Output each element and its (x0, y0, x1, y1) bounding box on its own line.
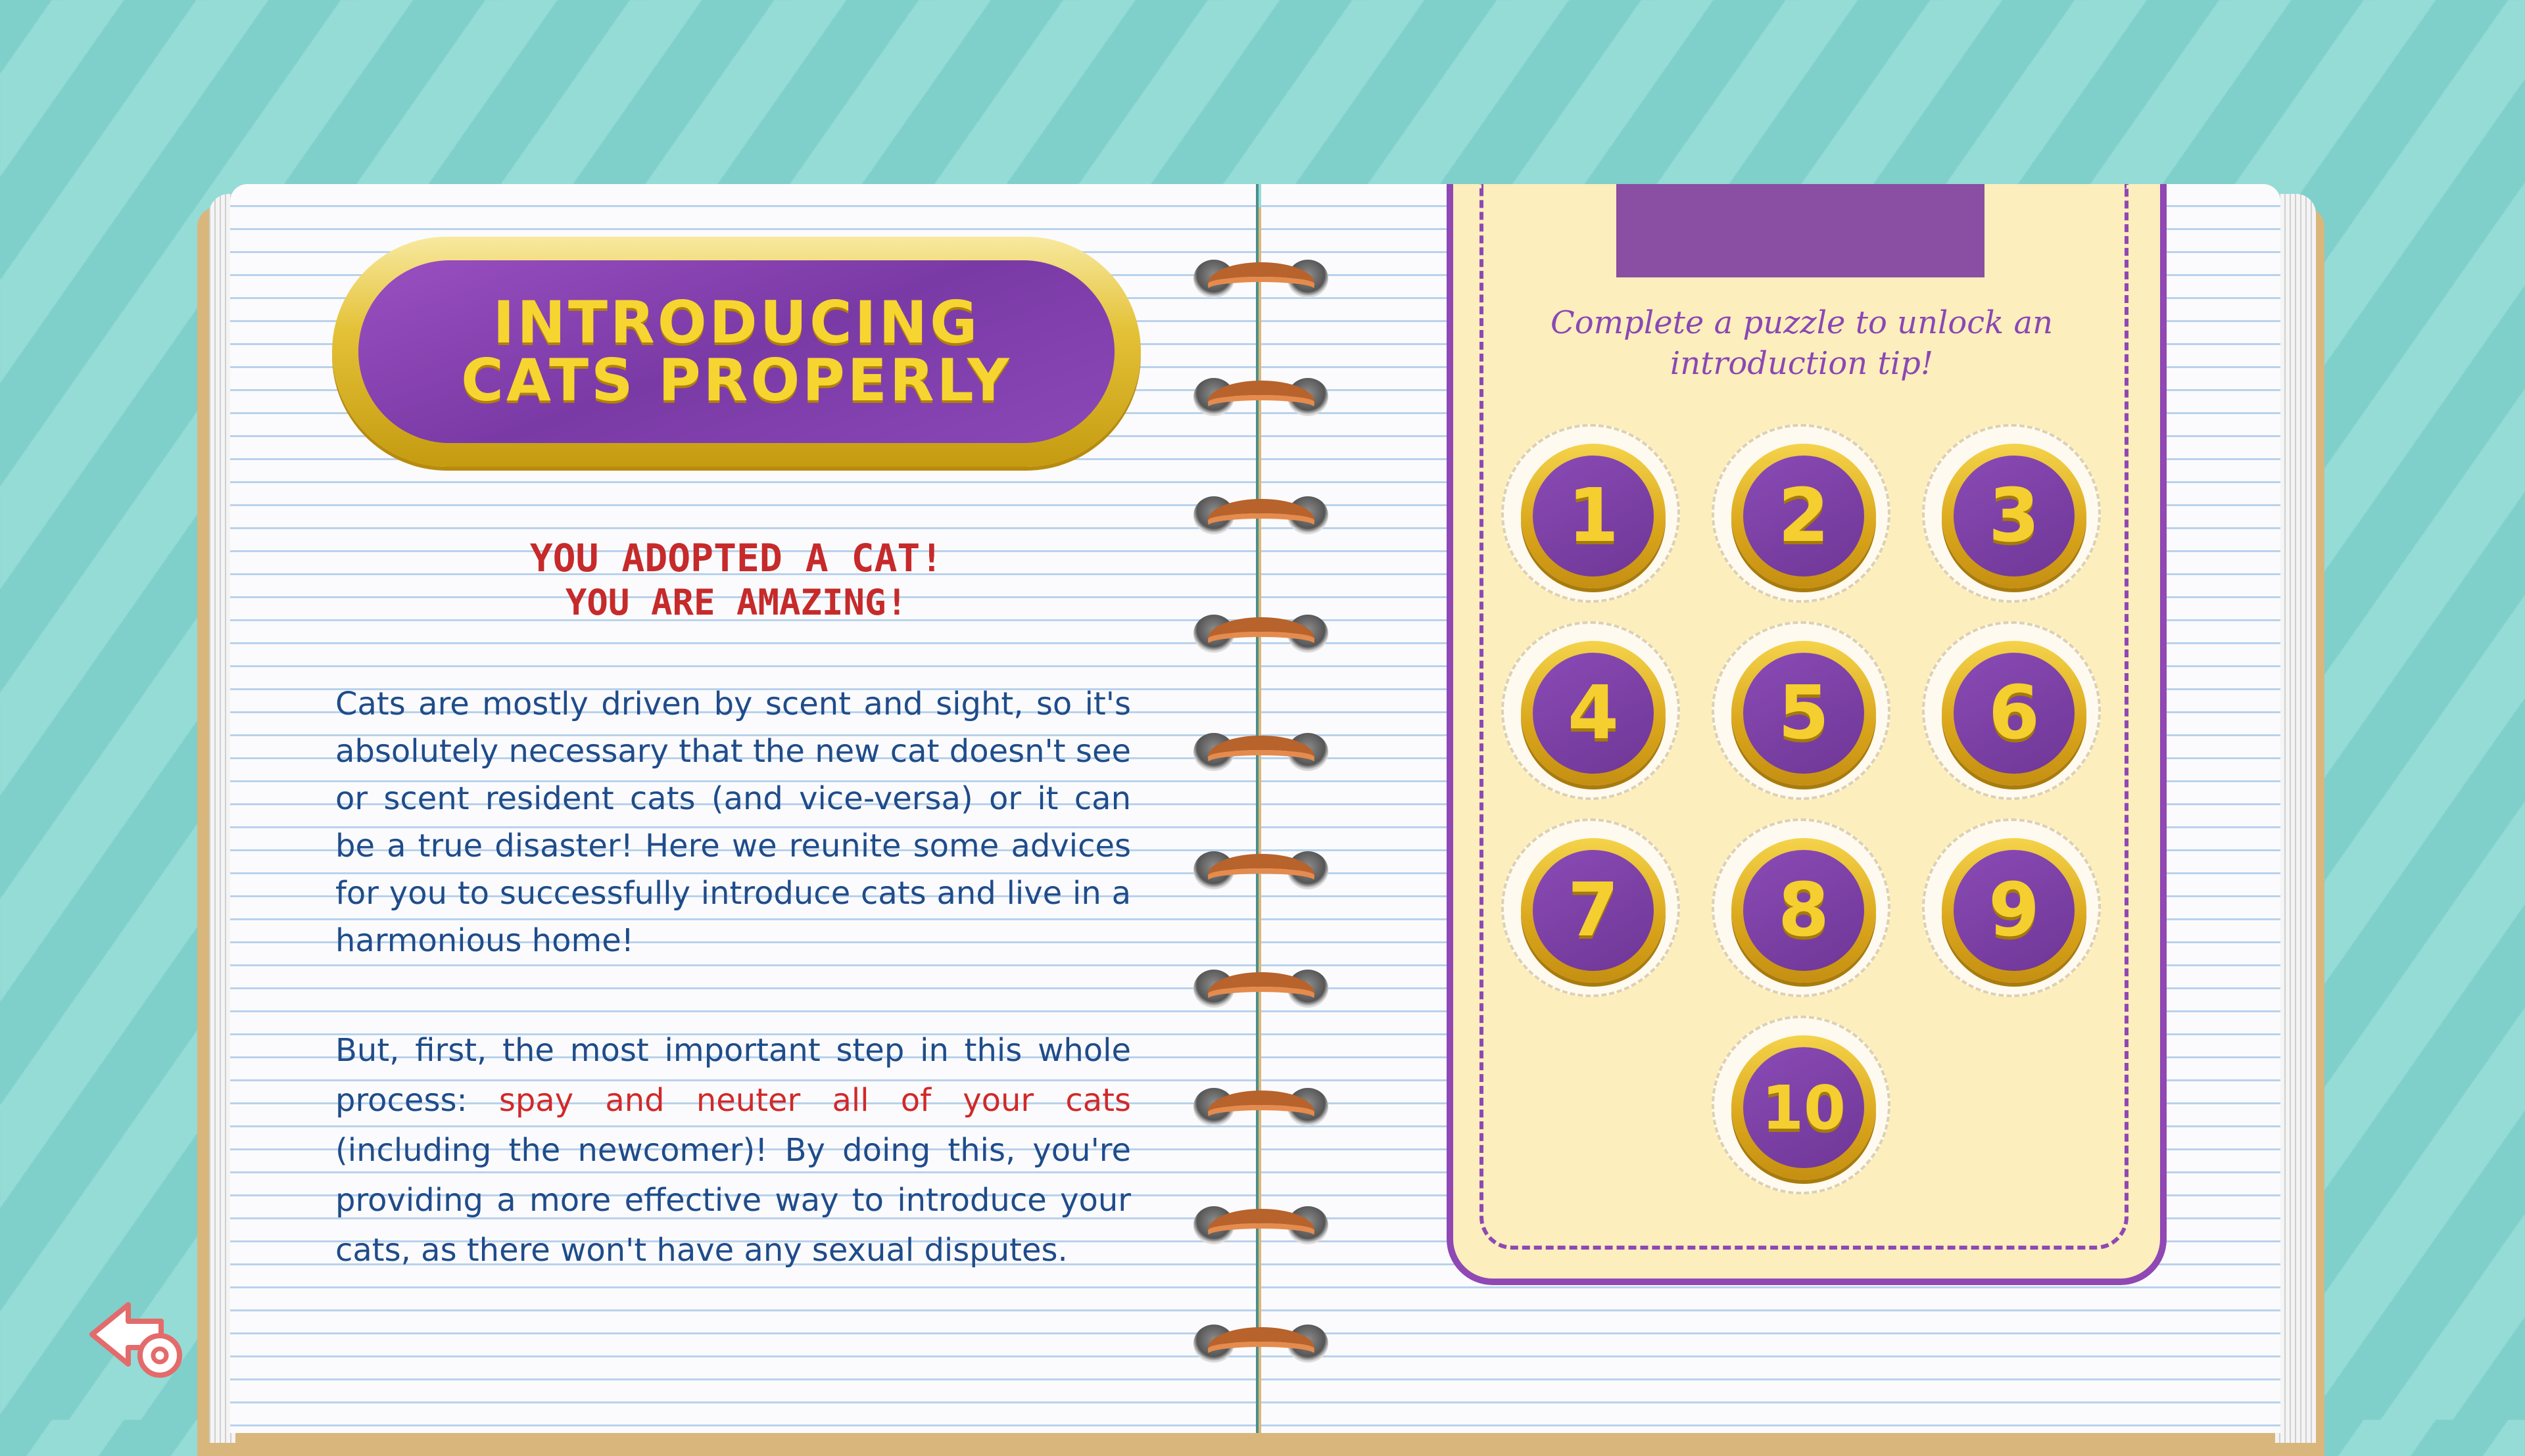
puzzle-coin (1521, 838, 1666, 983)
puzzle-number: 4 (1533, 653, 1654, 774)
puzzle-button-9[interactable] (1922, 818, 2101, 997)
puzzle-button-2[interactable] (1712, 424, 1890, 603)
puzzle-button-8[interactable] (1712, 818, 1890, 997)
spiral-ring (1193, 371, 1328, 424)
paragraph2-text-after: (including the newcomer)! By doing this, you're providing a more effective way to introduce your cats, as there won't have any sexual disputes. (335, 1132, 1131, 1269)
back-arrow-icon (82, 1295, 194, 1380)
paragraph2-highlight: spay and neuter all of your cats (498, 1082, 1131, 1119)
puzzle-number: 10 (1743, 1047, 1864, 1168)
page-title-line2: CATS PROPERLY (461, 346, 1012, 414)
spiral-ring (1193, 1200, 1328, 1252)
paragraph2-text-before: But, first, the most important step in this whole process: (335, 1032, 1131, 1119)
tips-instruction: Complete a puzzle to unlock an introduction tip! (1551, 304, 2053, 382)
puzzle-number: 2 (1743, 456, 1864, 576)
puzzle-button-1[interactable] (1501, 424, 1680, 603)
puzzle-button-3[interactable] (1922, 424, 2101, 603)
spiral-ring (1193, 253, 1328, 306)
puzzle-button-6[interactable] (1922, 621, 2101, 800)
title-badge-inner (358, 260, 1115, 443)
puzzle-number: 6 (1954, 653, 2075, 774)
puzzle-coin (1731, 444, 1876, 588)
page-title-line1: INTRODUCING (493, 289, 980, 356)
puzzle-coin (1521, 641, 1666, 786)
puzzle-number: 1 (1533, 456, 1654, 576)
puzzle-coin (1942, 444, 2086, 588)
puzzle-number: 8 (1743, 850, 1864, 971)
spiral-ring (1193, 608, 1328, 661)
spiral-ring (1193, 1081, 1328, 1134)
puzzle-button-5[interactable] (1712, 621, 1890, 800)
spay-neuter-paragraph (335, 1025, 1131, 1275)
puzzle-button-7[interactable] (1501, 818, 1680, 997)
puzzle-button-10[interactable] (1712, 1016, 1890, 1194)
puzzle-number: 7 (1533, 850, 1654, 971)
puzzle-number: 9 (1954, 850, 2075, 971)
puzzle-coin (1942, 838, 2086, 983)
subheading-line1: YOU ADOPTED A CAT! (529, 536, 944, 580)
spiral-ring (1193, 963, 1328, 1016)
spiral-ring (1193, 845, 1328, 897)
puzzle-coin (1731, 838, 1876, 983)
puzzle-number: 3 (1954, 456, 2075, 576)
subheading-line2: YOU ARE AMAZING! (565, 582, 908, 623)
spiral-ring (1193, 490, 1328, 542)
puzzle-coin (1731, 641, 1876, 786)
puzzle-coin (1942, 641, 2086, 786)
puzzle-button-4[interactable] (1501, 621, 1680, 800)
intro-paragraph: Cats are mostly driven by scent and sight, so it's absolutely necessary that the new cat doesn't see or scent resident cats (and vice-versa) or it can be a true disaster! Here we reunite some advices for you to successfully introduce cats and live in a harmonious home! (335, 686, 1131, 959)
title-badge (332, 237, 1141, 467)
spiral-ring (1193, 1318, 1328, 1371)
puzzle-number: 5 (1743, 653, 1864, 774)
puzzle-coin (1731, 1035, 1876, 1180)
spiral-ring (1193, 726, 1328, 779)
back-button[interactable] (82, 1295, 194, 1380)
tips-panel-header-tab (1616, 184, 1984, 277)
puzzle-coin (1521, 444, 1666, 588)
page-stack-right (2275, 194, 2316, 1443)
